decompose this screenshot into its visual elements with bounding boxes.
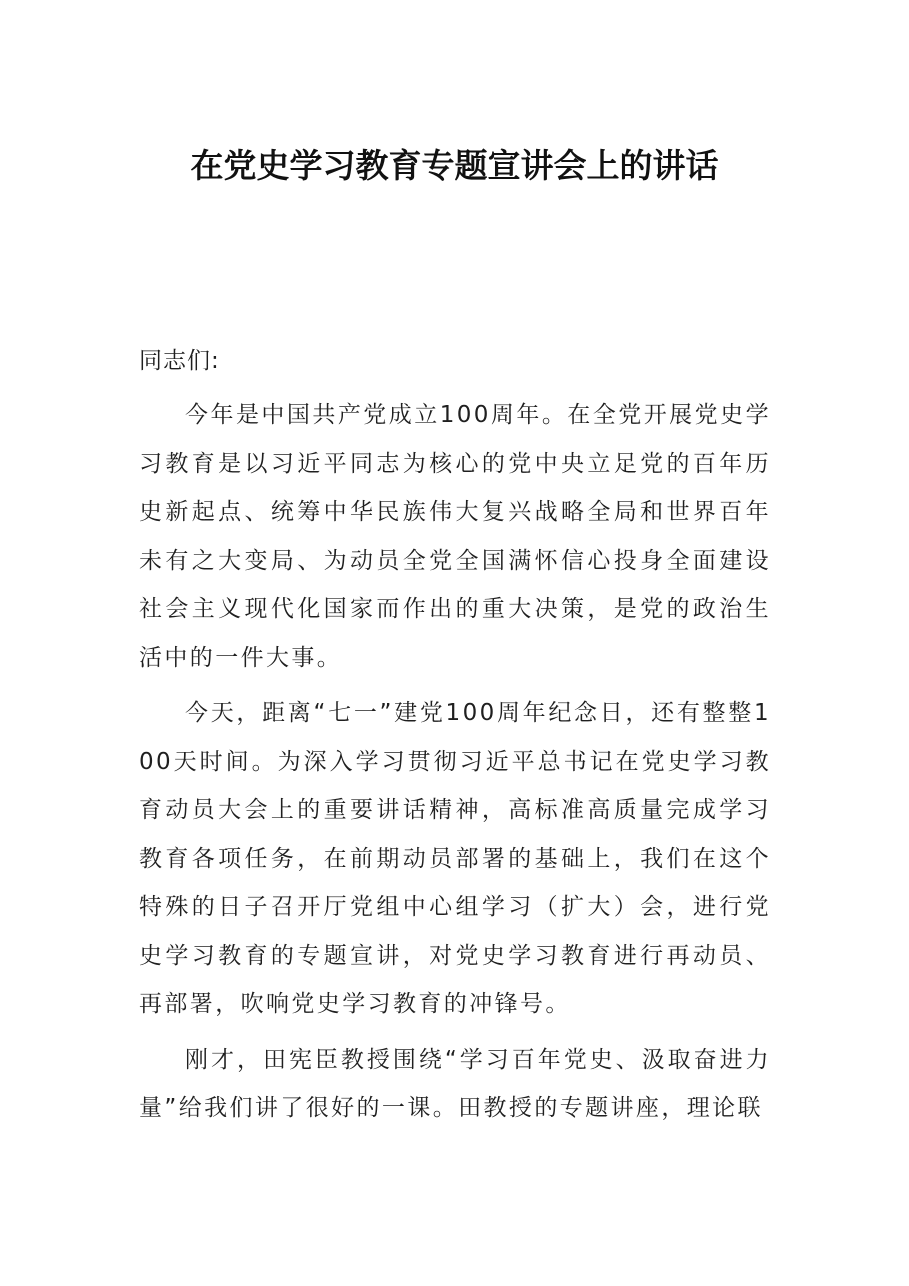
document-body — [139, 337, 771, 1140]
salutation: 同志们: — [139, 348, 220, 374]
paragraph: 今天，距离“七一”建党100周年纪念日，还有整整100天时间。为深入学习贯彻习近平总书记在党史学习教育动员大会上的重要讲话精神，高标准高质量完成学习教育各项任务，在前期动员部署的基础上，我们在这个特殊的日子召开厅党组中心组学习（扩大）会，进行党史学习教育的专题宣讲，对党史学习教育进行再动员、再部署，吹响党史学习教育的冲锋号。 — [139, 700, 771, 1017]
document-title: 在党史学习教育专题宣讲会上的讲话 — [190, 146, 719, 185]
paragraph: 刚才，田宪臣教授围绕“学习百年党史、汲取奋进力量”给我们讲了很好的一课。田教授的专题讲座，理论联 — [139, 1046, 771, 1121]
paragraph: 今年是中国共产党成立100周年。在全党开展党史学习教育是以习近平同志为核心的党中央立足党的百年历史新起点、统筹中华民族伟大复兴战略全局和世界百年未有之大变局、为动员全党全国满怀信心投身全面建设社会主义现代化国家而作出的重大决策，是党的政治生活中的一件大事。 — [139, 402, 771, 671]
